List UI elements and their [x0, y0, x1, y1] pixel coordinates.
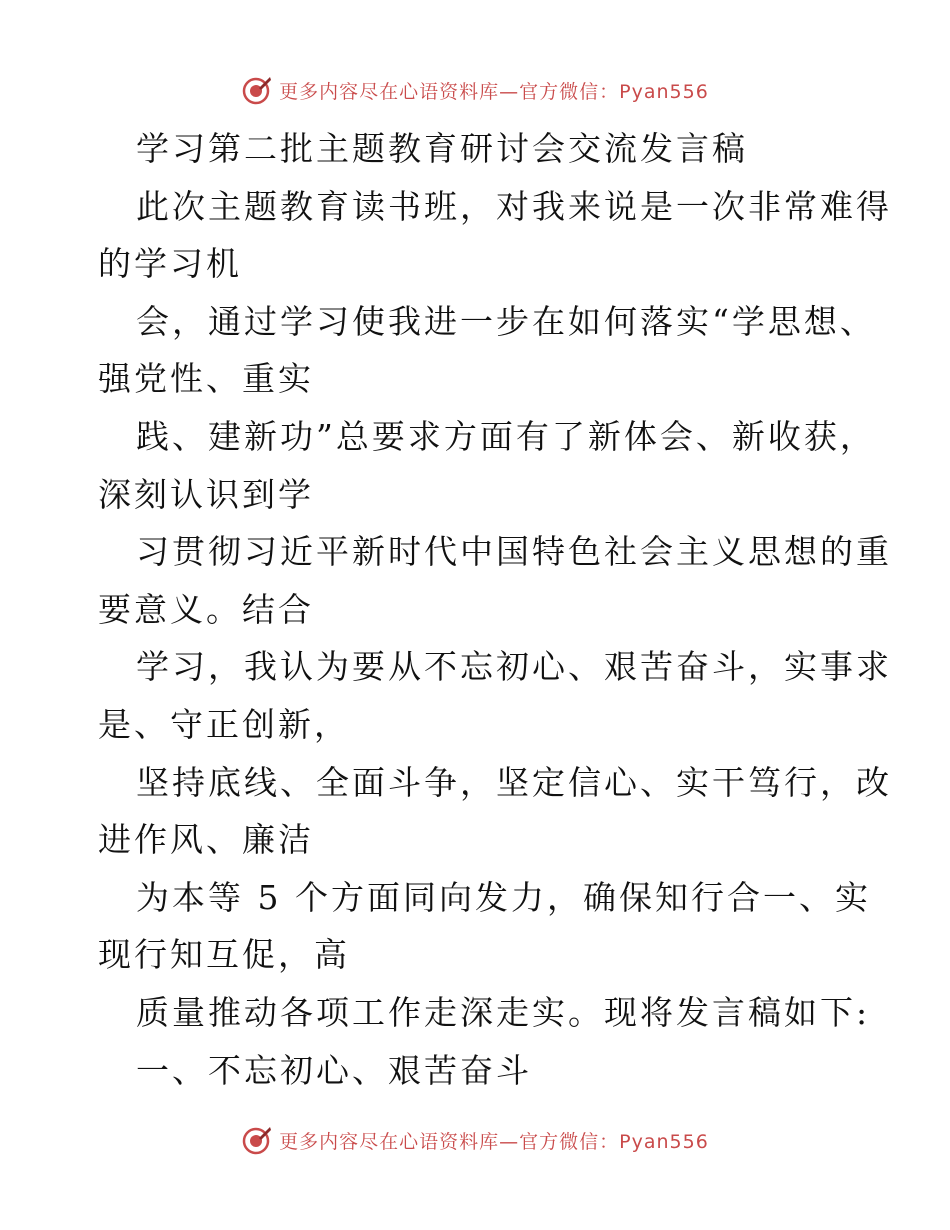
paragraph-line: 深刻认识到学: [98, 474, 314, 514]
paragraph-line: 是、守正创新，: [98, 704, 350, 744]
paragraph-line: 此次主题教育读书班，对我来说是一次非常难得: [136, 186, 892, 226]
paragraph-line: 的学习机: [98, 244, 242, 284]
quill-logo-icon: [241, 1124, 273, 1156]
document-body: [98, 120, 892, 1099]
quill-logo-icon: [241, 74, 273, 106]
watermark-text: 更多内容尽在心语资料库—官方微信：Pyan556: [279, 1130, 709, 1153]
paragraph-line: 现行知互促，高: [98, 935, 350, 975]
paragraph-line: 会，通过学习使我进一步在如何落实“学思想、: [136, 301, 876, 341]
paragraph-line: 质量推动各项工作走深走实。现将发言稿如下:: [136, 992, 871, 1032]
paragraph-line: 进作风、廉洁: [98, 820, 314, 860]
paragraph-line: 坚持底线、全面斗争，坚定信心、实干笃行，改: [136, 762, 892, 802]
paragraph-line: 学习，我认为要从不忘初心、艰苦奋斗，实事求: [136, 647, 892, 687]
paragraph-line: 要意义。结合: [98, 589, 314, 629]
paragraph-line: 践、建新功”总要求方面有了新体会、新收获，: [136, 416, 876, 456]
document-title: 学习第二批主题教育研讨会交流发言稿: [136, 129, 748, 168]
paragraph-line: 一、不忘初心、艰苦奋斗: [136, 1050, 532, 1090]
paragraph-line: 习贯彻习近平新时代中国特色社会主义思想的重: [136, 532, 892, 572]
paragraph-line: 强党性、重实: [98, 359, 314, 399]
watermark-header: [0, 70, 950, 110]
watermark-footer: [0, 1120, 950, 1160]
watermark-text: 更多内容尽在心语资料库—官方微信：Pyan556: [279, 80, 709, 103]
paragraph-line: 为本等 5 个方面同向发力，确保知行合一、实: [136, 877, 871, 917]
